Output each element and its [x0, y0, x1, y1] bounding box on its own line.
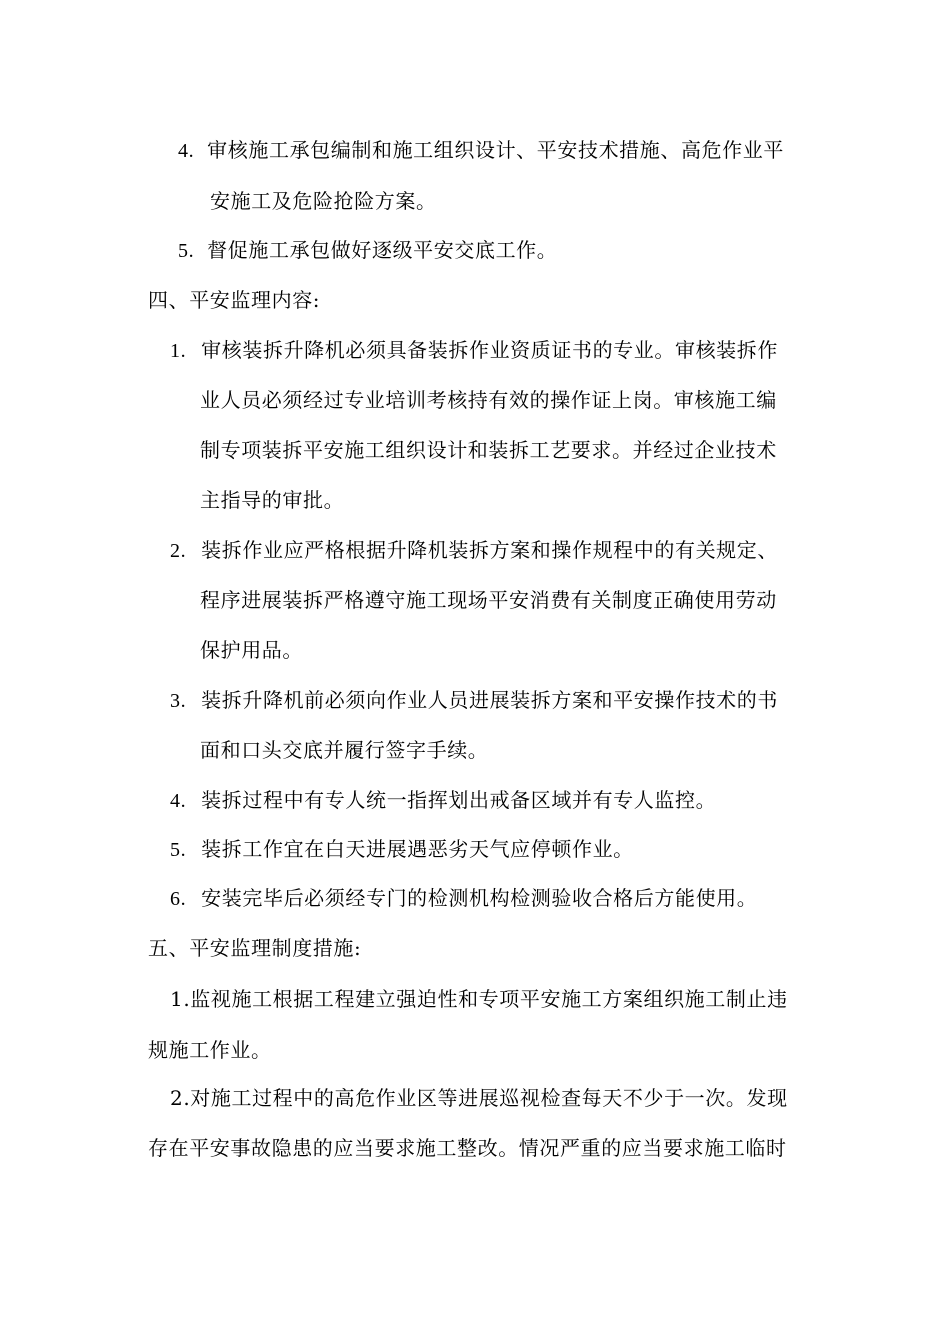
item-text-continuation: 面和口头交底并履行签字手续。: [200, 738, 489, 762]
item-number: 6.: [170, 888, 187, 910]
list-item: [170, 336, 778, 365]
list-item: [170, 835, 634, 864]
item-text-continuation: 业人员必须经过专业培训考核持有效的操作证上岗。审核施工编: [200, 388, 777, 412]
item-number: 5.: [170, 839, 187, 861]
list-item: [170, 884, 757, 913]
paragraph-line: 存在平安事故隐患的应当要求施工整改。情况严重的应当要求施工临时: [148, 1136, 787, 1160]
item-text-continuation: 主指导的审批。: [200, 488, 345, 512]
item-text: 装拆工作宜在白天进展遇恶劣天气应停顿作业。: [201, 837, 634, 861]
item-number: 4.: [170, 790, 187, 812]
item-text: 审核施工承包编制和施工组织设计、平安技术措施、高危作业平: [207, 138, 784, 162]
list-item: [170, 786, 716, 815]
section-heading: 四、平安监理内容:: [148, 288, 321, 312]
item-text: 装拆升降机前必须向作业人员进展装拆方案和平安操作技术的书: [201, 688, 778, 712]
item-text: 督促施工承包做好逐级平安交底工作。: [207, 238, 558, 262]
item-text-continuation: 安施工及危险抢险方案。: [210, 189, 437, 213]
item-number: 3.: [170, 690, 187, 712]
item-text: 装拆作业应严格根据升降机装拆方案和操作规程中的有关规定、: [201, 538, 778, 562]
list-item: [170, 536, 778, 565]
paragraph-line: 1.监视施工根据工程建立强迫性和专项平安施工方案组织施工制止违: [170, 987, 788, 1011]
item-text: 审核装拆升降机必须具备装拆作业资质证书的专业。审核装拆作: [201, 338, 778, 362]
list-item: [170, 686, 778, 715]
item-number: 1.: [170, 340, 187, 362]
item-number: 5.: [178, 240, 195, 262]
paragraph-line: 2.对施工过程中的高危作业区等进展巡视检查每天不少于一次。发现: [170, 1086, 788, 1110]
item-number: 4.: [178, 140, 195, 162]
paragraph-line: 规施工作业。: [148, 1038, 272, 1062]
item-text: 安装完毕后必须经专门的检测机构检测验收合格后方能使用。: [201, 886, 758, 910]
item-text: 装拆过程中有专人统一指挥划出戒备区域并有专人监控。: [201, 788, 717, 812]
item-text-continuation: 制专项装拆平安施工组织设计和装拆工艺要求。并经过企业技术: [200, 438, 777, 462]
list-item: [178, 236, 557, 265]
item-text-continuation: 保护用品。: [200, 638, 303, 662]
list-item: [178, 136, 784, 165]
section-heading: 五、平安监理制度措施:: [148, 936, 362, 960]
item-number: 2.: [170, 540, 187, 562]
item-text-continuation: 程序进展装拆严格遵守施工现场平安消费有关制度正确使用劳动: [200, 588, 777, 612]
